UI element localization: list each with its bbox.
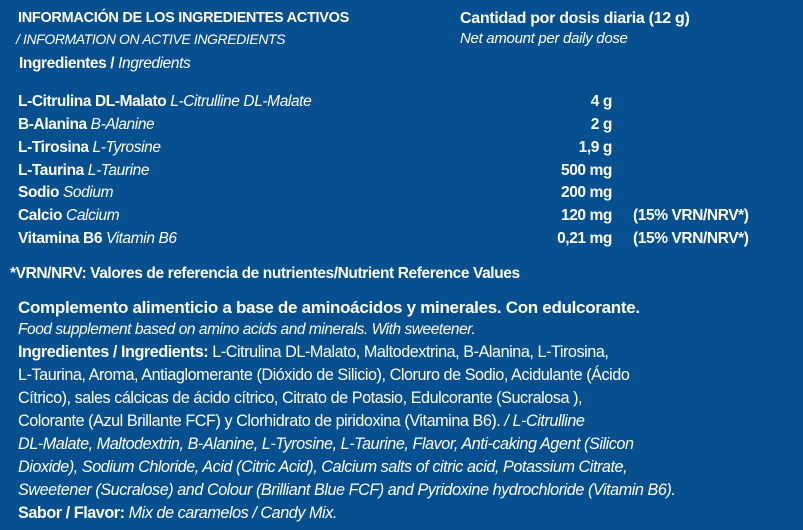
description-line	[18, 341, 675, 364]
table-row	[18, 93, 788, 116]
ingredient-name	[18, 207, 119, 225]
ingredient-name-es: Calcio	[18, 207, 63, 224]
ingredient-name-en: Calcium	[62, 207, 120, 224]
description-text: Ingredientes / Ingredients:	[18, 343, 209, 361]
description-text: Mix de caramelos / Candy Mix.	[124, 504, 337, 522]
ingredient-name	[18, 139, 161, 157]
description-text: / L-Citrulline	[500, 412, 585, 430]
ingredient-nrv: (15% VRN/NRV*)	[633, 230, 749, 247]
description-line	[18, 479, 675, 502]
description-line	[18, 319, 675, 341]
ingredient-name-en: Vitamin B6	[102, 230, 177, 247]
table-row	[18, 162, 788, 185]
ingredient-name	[18, 230, 177, 248]
ingredient-amount: 2 g	[590, 116, 612, 133]
description-line	[18, 410, 675, 433]
table-row	[18, 207, 788, 230]
description-line	[18, 387, 675, 410]
description-text: DL-Malate, Maltodextrin, B-Alanine, L-Tyrosine, L-Taurine, Flavor, Anti-caking Agent (Silicon	[18, 435, 634, 453]
ingredient-name-en: L-Taurine	[83, 162, 150, 179]
ingredient-name-es: B-Alanina	[18, 116, 87, 133]
ingredient-name	[18, 162, 149, 180]
product-description	[18, 296, 675, 525]
ingredients-heading-en: Ingredients	[114, 55, 191, 72]
ingredient-amount: 120 mg	[560, 207, 612, 224]
description-text: Cítrico), sales cálcicas de ácido cítrico, Citrato de Potasio, Edulcorante (Sucralosa ),	[18, 389, 583, 407]
ingredient-amount: 1,9 g	[578, 139, 612, 156]
description-text: Complemento alimenticio a base de aminoácidos y minerales. Con edulcorante.	[18, 298, 640, 317]
ingredient-name-en: Sodium	[59, 184, 114, 201]
description-line	[18, 456, 675, 479]
ingredient-name-es: Vitamina B6	[18, 230, 103, 247]
description-line	[18, 296, 675, 319]
description-text: Sweetener (Sucralose) and Colour (Brilliant Blue FCF) and Pyridoxine hydrochloride (Vitamin B6).	[18, 481, 676, 499]
ingredients-heading-es: Ingredientes /	[19, 55, 115, 72]
description-text: Sabor / Flavor:	[18, 504, 125, 522]
description-text: Colorante (Azul Brillante FCF) y Clorhidrato de piridoxina (Vitamina B6).	[18, 412, 501, 430]
nrv-footnote: *VRN/NRV: Valores de referencia de nutrientes/Nutrient Reference Values	[10, 265, 520, 282]
description-text: Food supplement based on amino acids and minerals. With sweetener.	[18, 321, 476, 338]
ingredient-name-es: L-Taurina	[18, 162, 84, 179]
daily-dose-heading: Cantidad por dosis diaria (12 g)	[460, 10, 690, 27]
description-line	[18, 364, 675, 387]
ingredient-name	[18, 116, 154, 134]
table-row	[18, 230, 788, 253]
ingredient-name-es: L-Citrulina DL-Malato	[18, 93, 167, 110]
description-line	[18, 433, 675, 456]
daily-dose-heading-en: Net amount per daily dose	[460, 30, 628, 47]
description-line	[18, 502, 675, 525]
table-row	[18, 139, 788, 162]
ingredient-name	[18, 184, 113, 202]
ingredient-amount: 500 mg	[560, 162, 612, 179]
ingredient-name	[18, 93, 311, 111]
table-row	[18, 184, 788, 207]
ingredient-amount: 200 mg	[560, 184, 612, 201]
ingredient-amount: 4 g	[590, 93, 612, 110]
description-text: L-Taurina, Aroma, Antiaglomerante (Dióxido de Silicio), Cloruro de Sodio, Acidulante (Ácido	[18, 366, 630, 384]
ingredient-amount: 0,21 mg	[557, 230, 612, 247]
ingredient-name-es: L-Tirosina	[18, 139, 89, 156]
ingredient-name-en: B-Alanine	[86, 116, 155, 133]
active-ingredients-title-en: / INFORMATION ON ACTIVE INGREDIENTS	[16, 31, 286, 47]
active-ingredients-title: INFORMACIÓN DE LOS INGREDIENTES ACTIVOS	[18, 10, 349, 26]
ingredient-name-en: L-Tyrosine	[88, 139, 161, 156]
ingredient-nrv: (15% VRN/NRV*)	[633, 207, 749, 224]
table-row	[18, 116, 788, 139]
ingredients-column-heading	[19, 55, 190, 73]
ingredient-name-en: L-Citrulline DL-Malate	[166, 93, 312, 110]
description-text: Dioxide), Sodium Chloride, Acid (Citric Acid), Calcium salts of citric acid, Potassium Citrate,	[18, 458, 628, 476]
description-text: L-Citrulina DL-Malato, Maltodextrina, B-Alanina, L-Tirosina,	[208, 343, 609, 361]
ingredient-name-es: Sodio	[18, 184, 60, 201]
